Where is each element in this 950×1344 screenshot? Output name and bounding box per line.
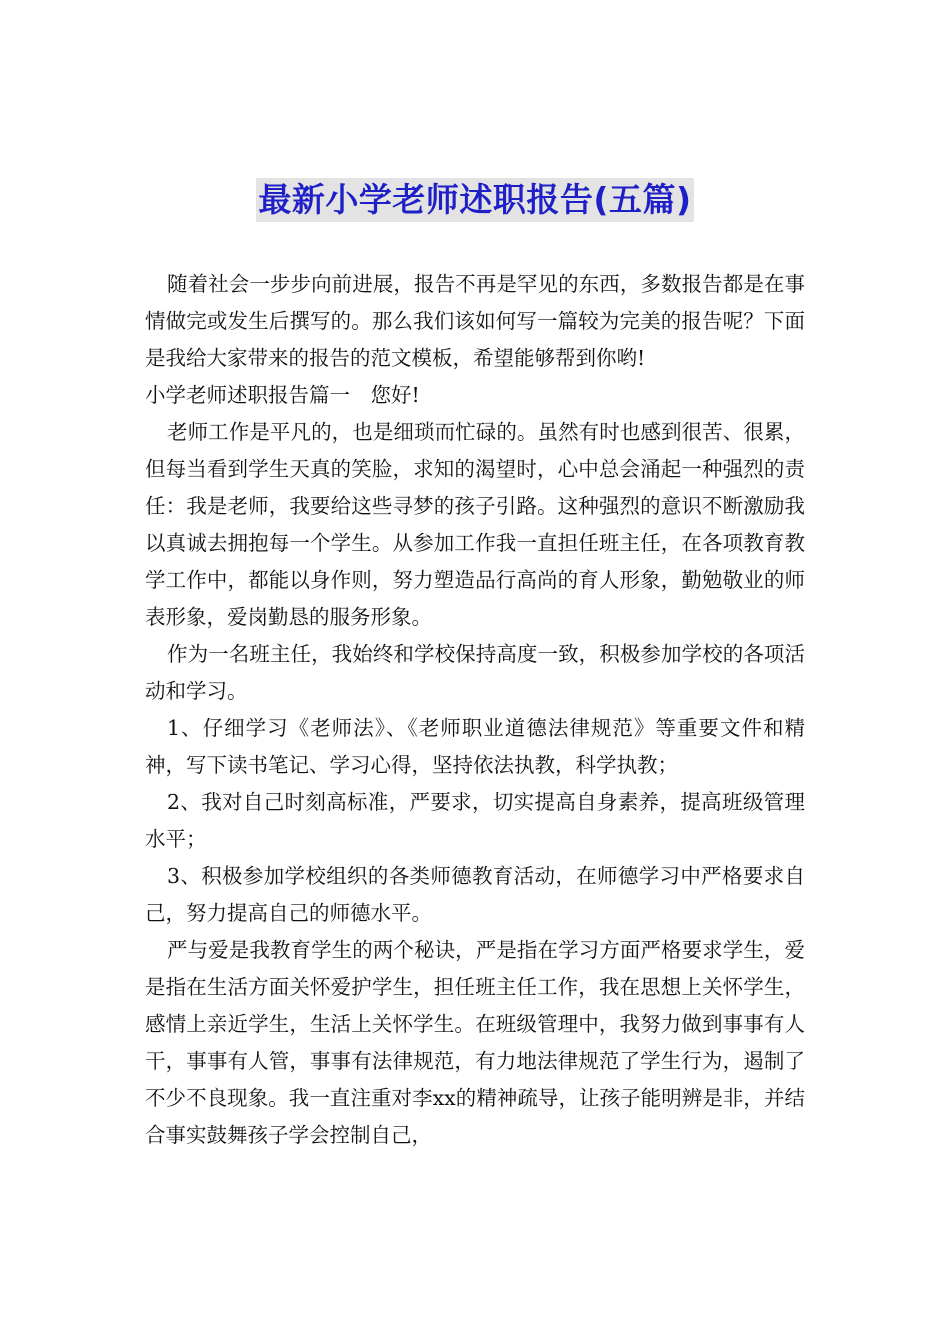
paragraph-intro: 随着社会一步步向前进展，报告不再是罕见的东西，多数报告都是在事情做完或发生后撰写的。那么我们该如何写一篇较为完美的报告呢？下面是我给大家带来的报告的范文模板，希望能够帮到你哟! xyxy=(145,272,805,370)
paragraph-class-teacher: 作为一名班主任，我始终和学校保持高度一致，积极参加学校的各项活动和学习。 xyxy=(145,642,805,703)
list-item-3: 3、积极参加学校组织的各类师德教育活动，在师德学习中严格要求自己，努力提高自己的师德水平。 xyxy=(145,864,805,925)
list-item-2: 2、我对自己时刻高标准，严要求，切实提高自身素养，提高班级管理水平； xyxy=(145,790,805,851)
list-item-1: 1、仔细学习《老师法》、《老师职业道德法律规范》等重要文件和精神，写下读书笔记、学习心得，坚持依法执教，科学执教； xyxy=(145,716,805,777)
document-title: 最新小学老师述职报告(五篇) xyxy=(256,178,693,222)
paragraph-work: 老师工作是平凡的，也是细琐而忙碌的。虽然有时也感到很苦、很累，但每当看到学生天真的笑脸，求知的渴望时，心中总会涌起一种强烈的责任：我是老师，我要给这些寻梦的孩子引路。这种强烈的意识不断激励我以真诚去拥抱每一个学生。从参加工作我一直担任班主任，在各项教育教学工作中，都能以身作则，努力塑造品行高尚的育人形象，勤勉敬业的师表形象，爱岗勤恳的服务形象。 xyxy=(145,420,805,629)
title-block xyxy=(0,178,950,222)
section-heading: 小学老师述职报告篇一 您好! xyxy=(145,383,420,407)
document-body xyxy=(145,266,805,1154)
paragraph-strict-love: 严与爱是我教育学生的两个秘诀，严是指在学习方面严格要求学生，爱是指在生活方面关怀爱护学生，担任班主任工作，我在思想上关怀学生，感情上亲近学生，生活上关怀学生。在班级管理中，我努力做到事事有人干，事事有人管，事事有法律规范，有力地法律规范了学生行为，遏制了不少不良现象。我一直注重对李xx的精神疏导，让孩子能明辨是非，并结合事实鼓舞孩子学会控制自己， xyxy=(145,938,805,1147)
